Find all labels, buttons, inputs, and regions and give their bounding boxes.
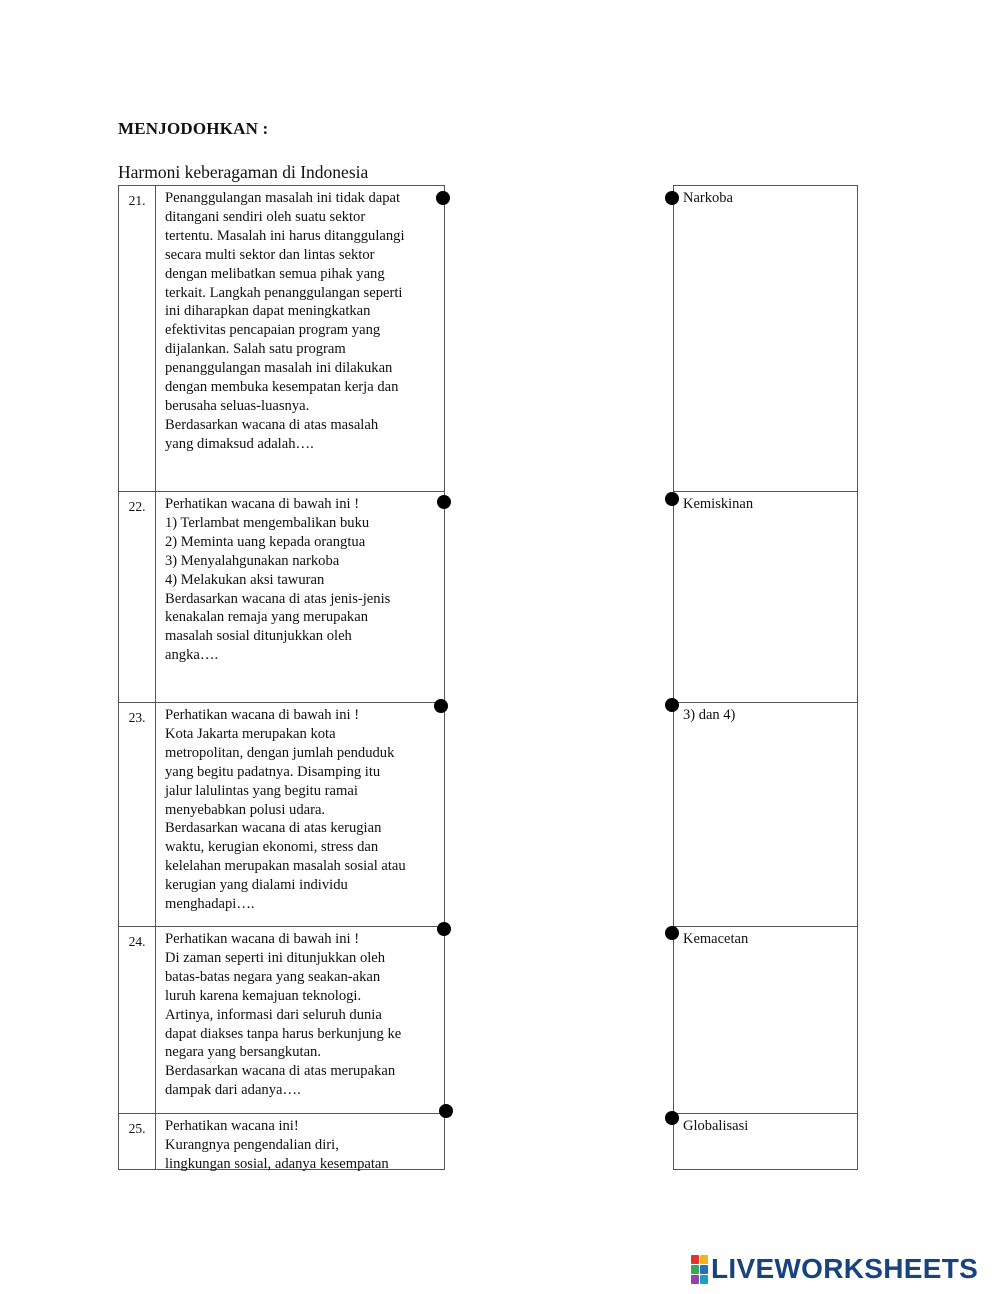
worksheet-subtitle: Harmoni keberagaman di Indonesia — [118, 162, 369, 182]
answer-3-dan-4-match-dot[interactable] — [665, 698, 679, 712]
answer-label: Narkoba — [683, 190, 733, 206]
question-25-match-dot[interactable] — [439, 1104, 453, 1118]
question-number: 21. — [128, 193, 146, 208]
question-24-match-dot[interactable] — [437, 922, 451, 936]
question-row — [119, 186, 444, 491]
question-row — [119, 491, 444, 703]
logo-tile — [691, 1275, 699, 1284]
logo-mark-icon — [691, 1255, 707, 1283]
logo-tile — [700, 1255, 708, 1264]
answer-row — [674, 702, 857, 927]
question-22-match-dot[interactable] — [437, 495, 451, 509]
answer-row — [674, 1113, 857, 1170]
question-text: Perhatikan wacana di bawah ini ! Kota Jakarta merupakan kota metropolitan, dengan jumlah penduduk yang begitu padatnya. Disamping itu jalur lalulintas yang begitu ramai menyebabkan polusi udara. Berdasarkan wacana di atas kerugian waktu, kerugian ekonomi, stress dan kelelahan merupakan masalah sosial atau kerugian yang dialami individu menghadapi…. — [165, 707, 406, 913]
question-row — [119, 702, 444, 927]
answers-table — [673, 185, 858, 1170]
question-text: Perhatikan wacana di bawah ini ! 1) Terlambat mengembalikan buku 2) Meminta uang kepada orangtua 3) Menyalahgunakan narkoba 4) Melakukan aksi tawuran Berdasarkan wacana di atas jenis-jenis kenakalan remaja yang merupakan masalah sosial ditunjukkan oleh angka…. — [165, 496, 391, 664]
question-text: Penanggulangan masalah ini tidak dapat ditangani sendiri oleh suatu sektor tertentu. Masalah ini harus ditanggulangi secara multi sektor dan lintas sektor dengan melibatkan semua pihak yang terkait. Langkah penanggulangan seperti ini diharapkan dapat meningkatkan efektivitas pencapaian program yang dijalankan. Salah satu program penanggulangan masalah ini dilakukan dengan membuka kesempatan kerja dan berusaha seluas-luasnya. Berdasarkan wacana di atas masalah yang dimaksud adalah…. — [165, 190, 405, 452]
answer-row — [674, 491, 857, 703]
answer-narkoba-match-dot[interactable] — [665, 191, 679, 205]
logo-tile — [700, 1265, 708, 1274]
answer-row — [674, 186, 857, 491]
liveworksheets-logo — [691, 1253, 978, 1285]
logo-tile — [700, 1275, 708, 1284]
page-heading: MENJODOHKAN : — [118, 119, 269, 138]
questions-table — [118, 185, 445, 1170]
question-row — [119, 926, 444, 1114]
question-number: 23. — [128, 710, 146, 725]
question-21-match-dot[interactable] — [436, 191, 450, 205]
question-text: Perhatikan wacana ini! Kurangnya pengendalian diri, lingkungan sosial, adanya kesempatan — [165, 1118, 389, 1172]
question-number: 25. — [128, 1121, 146, 1136]
question-text: Perhatikan wacana di bawah ini ! Di zaman seperti ini ditunjukkan oleh batas-batas negara yang seakan-akan luruh karena kemajuan teknologi. Artinya, informasi dari seluruh dunia dapat diakses tanpa harus berkunjung ke negara yang bersangkutan. Berdasarkan wacana di atas merupakan dampak dari adanya…. — [165, 931, 402, 1099]
logo-text: LIVEWORKSHEETS — [711, 1253, 979, 1284]
logo-tile — [691, 1255, 699, 1264]
answer-label: 3) dan 4) — [683, 707, 736, 723]
logo-tile — [691, 1265, 699, 1274]
answer-label: Kemacetan — [683, 931, 749, 947]
answer-label: Globalisasi — [683, 1118, 749, 1134]
answer-kemacetan-match-dot[interactable] — [665, 926, 679, 940]
answer-globalisasi-match-dot[interactable] — [665, 1111, 679, 1125]
answer-label: Kemiskinan — [683, 496, 754, 512]
answer-row — [674, 926, 857, 1114]
question-number: 24. — [128, 934, 146, 949]
question-23-match-dot[interactable] — [434, 699, 448, 713]
question-row — [119, 1113, 444, 1170]
question-number: 22. — [128, 499, 146, 514]
answer-kemiskinan-match-dot[interactable] — [665, 492, 679, 506]
